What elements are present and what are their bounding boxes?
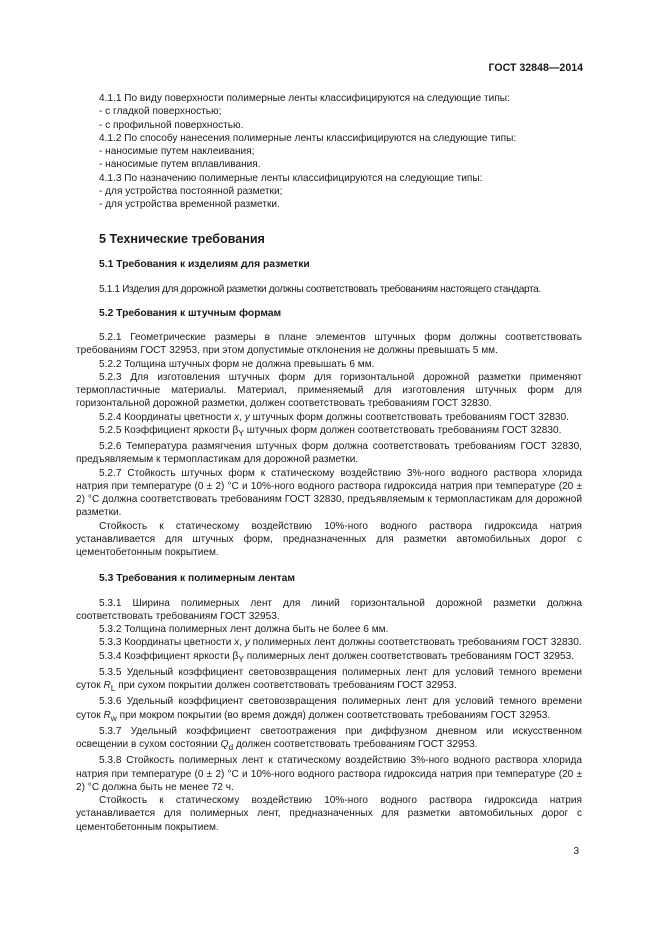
symbol-x: x — [234, 637, 240, 649]
paragraph-5-2-7-note: Стойкость к статическому воздействию 10%-ного водного раствора гидроксида натрия устанавливается для штучных форм, предназначенных для разметки автомобильных дорог с цементобетонным покрытием. — [76, 520, 582, 559]
list-item: - с гладкой поверхностью; — [99, 106, 222, 118]
paragraph-5-2-6: 5.2.6 Температура размягчения штучных форм должна соответствовать требованиям ГОСТ 32830, предъявляемым к термопластикам для дорожной разметки. — [76, 441, 582, 466]
paragraph-5-3-8: 5.3.8 Стойкость полимерных лент к статическому воздействию 3%-ного водного раствора хлорида натрия при температуре (0 ± 2) °С и 10%-ного водного раствора гидроксида натрия при температуре (20 ± 2) °С должна быть не менее 72 ч. — [76, 755, 582, 793]
symbol-subscript: Y — [238, 653, 244, 664]
section-5-3-heading: 5.3 Требования к полимерным лентам — [99, 573, 295, 585]
symbol-y: y — [244, 637, 250, 649]
symbol-q: Q — [220, 739, 229, 751]
paragraph-5-3-3: 5.3.3 Координаты цветности x, y полимерных лент должны соответствовать требованиям ГОСТ 32830. — [99, 637, 582, 649]
classification-list — [76, 92, 582, 211]
list-item: - наносимые путем наклеивания; — [99, 146, 255, 157]
section-5-2-heading: 5.2 Требования к штучным формам — [99, 307, 282, 319]
paragraph-5-2-4: 5.2.4 Координаты цветности x, y штучных форм должны соответствовать требованиям ГОСТ 32830. — [99, 411, 569, 423]
list-item: 4.1.2 По способу нанесения полимерные ленты классифицируются на следующие типы: — [99, 132, 517, 144]
paragraph-5-1-1: 5.1.1 Изделия для дорожной разметки должны соответствовать требованиям настоящего стандарта. — [99, 283, 541, 295]
list-item: - с профильной поверхностью. — [99, 119, 244, 131]
page-content — [76, 92, 582, 834]
symbol-subscript: Y — [238, 427, 244, 438]
paragraph-5-3-8-note: Стойкость к статическому воздействию 10%-ного водного раствора гидроксида натрия устанавливается для полимерных лент, предназначенных для разметки автомобильных дорог с цементобетонным покрытием. — [76, 795, 582, 833]
symbol-r: R — [103, 680, 111, 692]
symbol-beta: β — [232, 424, 239, 436]
paragraph-5-2-7: 5.2.7 Стойкость штучных форм к статическому воздействию 3%-ного водного раствора хлорида натрия при температуре (0 ± 2) °С и 10%-ного водного раствора гидроксида натрия при температуре (20 ± 2) °С должна соответствовать требованиям ГОСТ 32830, предъявляемым к термопластикам для дорожной разметки. — [76, 467, 582, 519]
standard-number-header: ГОСТ 32848—2014 — [488, 62, 583, 74]
paragraph-5-3-4: 5.3.4 Коэффициент яркости $\beta_Y$ полимерных лент должен соответствовать требованиям ГОСТ 32953. — [99, 650, 575, 664]
paragraph-5-3-2: 5.3.2 Толщина полимерных лент должна быть не более 6 мм. — [99, 624, 389, 636]
paragraph-5-3-6: 5.3.6 Удельный коэффициент световозвращения полимерных лент для условий темного времени суток $R_w$ при мокром покрытии (во время дождя) должен соответствовать требованиям ГОСТ 32953. — [76, 696, 582, 723]
paragraph-5-2-5: 5.2.5 Коэффициент яркости $\beta_Y$ штучных форм должен соответствовать требованиям ГОСТ 32830. — [99, 424, 562, 438]
paragraph-5-3-5: 5.3.5 Удельный коэффициент световозвращения полимерных лент для условий темного времени суток $R_L$ при сухом покрытии должен соответствовать требованиям ГОСТ 32953. — [76, 666, 582, 694]
symbol-y: y — [244, 411, 250, 423]
paragraph-5-3-7: 5.3.7 Удельный коэффициент светоотражения при диффузном дневном или искусственном освещении в сухом состоянии $Q_d$ должен соответствовать требованиям ГОСТ 32953. — [76, 725, 582, 753]
symbol-subscript: L — [110, 683, 116, 694]
list-item: - для устройства постоянной разметки; — [99, 185, 283, 197]
symbol-subscript: d — [228, 742, 234, 753]
symbol-x: x — [234, 411, 240, 423]
section-5-1-heading: 5.1 Требования к изделиям для разметки — [99, 259, 310, 271]
paragraph-5-3-1: 5.3.1 Ширина полимерных лент для линий горизонтальной дорожной разметки должна соответствовать требованиям ГОСТ 32953. — [76, 597, 582, 622]
list-item: - для устройства временной разметки. — [99, 199, 280, 210]
list-item: 4.1.1 По виду поверхности полимерные ленты классифицируются на следующие типы: — [99, 93, 510, 104]
symbol-subscript: w — [110, 712, 117, 723]
symbol-beta: β — [232, 650, 239, 662]
page-number: 3 — [573, 846, 579, 857]
list-item: 4.1.3 По назначению полимерные ленты классифицируются на следующие типы: — [99, 172, 483, 184]
section-5-heading: 5 Технические требования — [99, 232, 265, 247]
paragraph-5-2-3: 5.2.3 Для изготовления штучных форм для горизонтальной дорожной разметки применяют термопластичные материалы. Материал, применяемый для изготовления штучных форм для горизонтальной дорожной разметки, должен соответствовать требованиям ГОСТ 32830. — [76, 371, 582, 410]
list-item: - наносимые путем вплавливания. — [99, 159, 261, 171]
paragraph-5-2-1: 5.2.1 Геометрические размеры в плане элементов штучных форм должны соответствовать требованиям ГОСТ 32953, при этом допустимые отклонения не должны превышать 5 мм. — [76, 332, 582, 357]
symbol-r: R — [103, 709, 111, 721]
paragraph-5-2-2: 5.2.2 Толщина штучных форм не должна превышать 6 мм. — [99, 358, 375, 370]
